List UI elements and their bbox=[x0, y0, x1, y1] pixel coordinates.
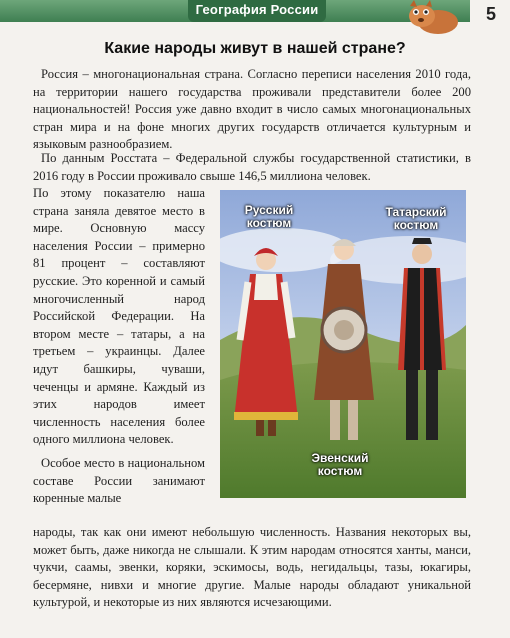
paragraph-special: Особое место в национальном составе России занимают коренные малые bbox=[33, 456, 205, 506]
paragraph-intro: Россия – многонациональная страна. Согласно переписи населения 2010 года, на территории нашего государства проживали представители более 200 национальностей! Россия уже давно входит в число самых многонациональных стран мира и на фоне многих других государств отличается культурным и языковым разнообразием. bbox=[33, 67, 471, 152]
header-title: География России bbox=[195, 2, 319, 17]
paragraph-population: По данным Росстата – Федеральной службы государственной статистики, в 2016 году в России проживало свыше 146,5 миллиона человек. bbox=[33, 151, 471, 183]
label-russian-costume: Русский костюм bbox=[244, 203, 294, 230]
label-tatar-costume: Татарский костюм bbox=[385, 205, 447, 232]
squirrel-icon bbox=[392, 0, 462, 34]
section-title: Какие народы живут в нашей стране? bbox=[104, 40, 406, 57]
paragraph-small-peoples: народы, так как они имеют небольшую численность. Названия некоторых вы, может быть, даже никогда не слышали. К этим народам относятся ханты, манси, чукчи, саамы, эвенки, коряки, эскимосы, водь, негидальцы, тазы, юкагиры, бесермяне, нивхи и многие другие. Малые народы обладают уникальной культурой, и некоторые из них являются исчезающими. bbox=[33, 525, 471, 610]
label-evenk-costume: Эвенский костюм bbox=[311, 451, 369, 478]
costumes-illustration bbox=[220, 190, 466, 498]
paragraph-peoples: По этому показателю наша страна заняла девятое место в мире. Основную массу населения России – примерно 81 процент – составляют русские. Это коренной и самый многочисленный народ Российской Федерации. На втором месте – татары, а на третьем – украинцы. Далее идут башкиры, чуваши, чеченцы и армяне. Каждый из этих народов имеет численность населения более одного миллиона человек. bbox=[33, 186, 205, 447]
page-number: 5 bbox=[486, 4, 497, 24]
